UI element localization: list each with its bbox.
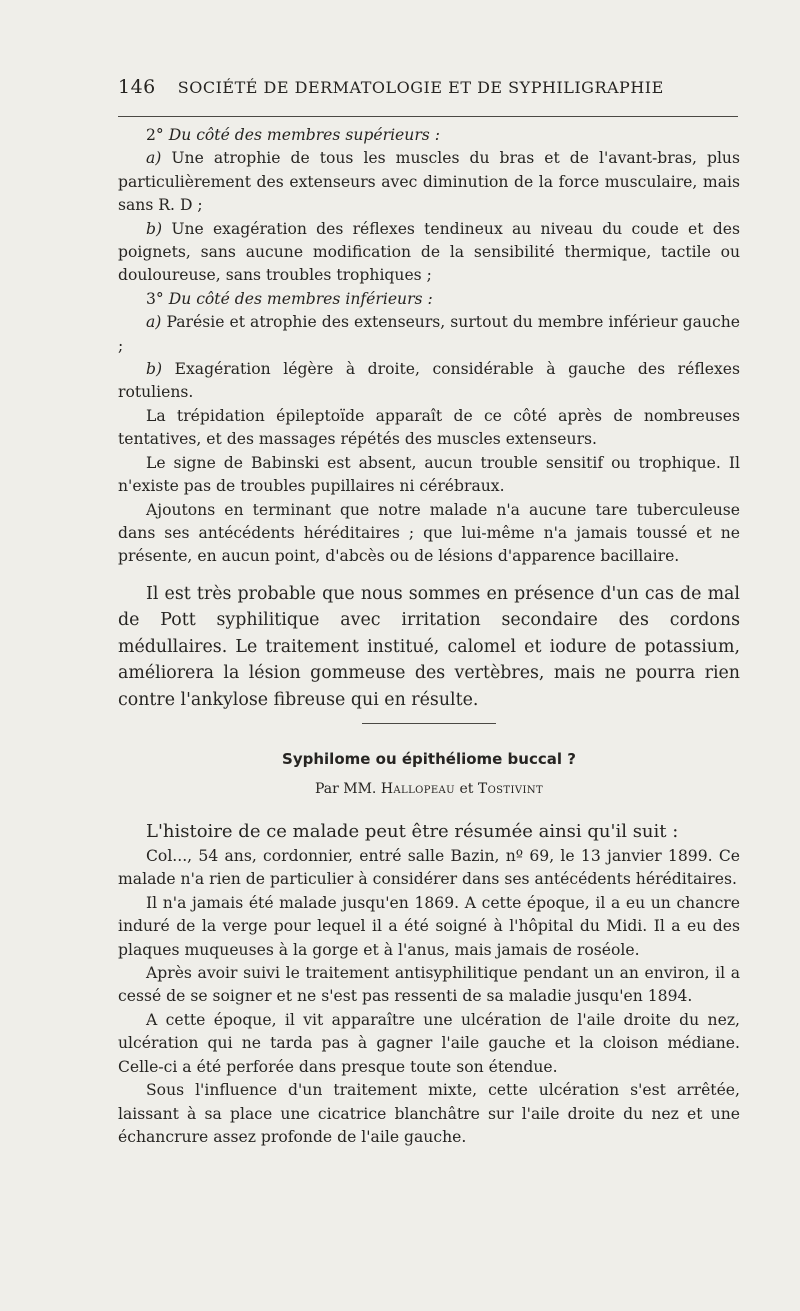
paragraph: a) Une atrophie de tous les muscles du bras et de l'avant-bras, plus particulièrement des extenseurs avec diminution de la force musculaire, mais sans R. D ;	[118, 149, 740, 215]
header-rule	[118, 116, 738, 117]
paragraph: Le signe de Babinski est absent, aucun trouble sensitif ou trophique. Il n'existe pas de troubles pupillaires ni cérébraux.	[118, 453, 740, 496]
paragraph: b) Une exagération des réflexes tendineux au niveau du coude et des poignets, sans aucune modification de la sensibilité thermique, tactile ou douloureuse, sans troubles trophiques ;	[118, 219, 740, 285]
running-title: SOCIÉTÉ DE DERMATOLOGIE ET DE SYPHILIGRAPHIE	[177, 78, 664, 97]
paragraph: Il n'a jamais été malade jusqu'en 1869. A cette époque, il a eu un chancre induré de la verge pour lequel il a été soigné à l'hôpital du Midi. Il a eu des plaques muqueuses à la gorge et à l'anus, mais jamais de roséole.	[118, 893, 740, 959]
paragraph: Col..., 54 ans, cordonnier, entré salle Bazin, nº 69, le 13 janvier 1899. Ce malade n'a rien de particulier à considérer dans ses antécédents héréditaires.	[118, 847, 740, 889]
author-hallopeau: Hallopeau	[380, 780, 456, 797]
paragraph: La trépidation épileptoïde apparaît de ce côté après de nombreuses tentatives, et des massages répétés des muscles extenseurs.	[118, 406, 740, 449]
body-text	[118, 124, 740, 1149]
page-number: 146	[118, 76, 156, 98]
paragraph: b) Exagération légère à droite, considérable à gauche des réflexes rotuliens.	[118, 360, 740, 402]
section-divider	[362, 723, 496, 724]
paragraph: Après avoir suivi le traitement antisyphilitique pendant un an environ, il a cessé de se soigner et ne s'est pas ressenti de sa maladie jusqu'en 1894.	[118, 964, 740, 1006]
paragraph: a) Parésie et atrophie des extenseurs, surtout du membre inférieur gauche ;	[118, 313, 740, 355]
article-title: Syphilome ou épithéliome buccal ?	[282, 750, 576, 769]
conclusion-paragraph: Il est très probable que nous sommes en présence d'un cas de mal de Pott syphilitique avec irritation secondaire des cordons médullaires. Le traitement institué, calomel et iodure de potassium, améliorera la lésion gommeuse des vertèbres, mais ne pourra rien contre l'ankylose fibreuse qui en résulte.	[118, 583, 740, 710]
paragraph: Ajoutons en terminant que notre malade n'a aucune tare tuberculeuse dans ses antécédents héréditaires ; que lui-même n'a jamais toussé et ne présente, en aucun point, d'abcès ou de lésions d'apparence bacillaire.	[118, 500, 740, 566]
author-tostivint: Tostivint	[477, 780, 544, 797]
upper-limbs-heading: 2° Du côté des membres supérieurs :	[146, 126, 440, 144]
paragraph: Sous l'influence d'un traitement mixte, cette ulcération s'est arrêtée, laissant à sa place une cicatrice blanchâtre sur l'aile droite du nez et une échancrure assez profonde de l'aile gauche.	[118, 1081, 740, 1146]
article-authors: Par MM. Hallopeau et Tostivint	[314, 780, 544, 797]
running-header	[118, 76, 738, 98]
article-lead: L'histoire de ce malade peut être résumée ainsi qu'il suit :	[146, 821, 679, 843]
paragraph: A cette époque, il vit apparaître une ulcération de l'aile droite du nez, ulcération qui ne tarda pas à gagner l'aile gauche et la cloison médiane. Celle-ci a été perforée dans presque toute son étendue.	[118, 1010, 740, 1076]
lower-limbs-heading: 3° Du côté des membres inférieurs :	[146, 289, 433, 308]
